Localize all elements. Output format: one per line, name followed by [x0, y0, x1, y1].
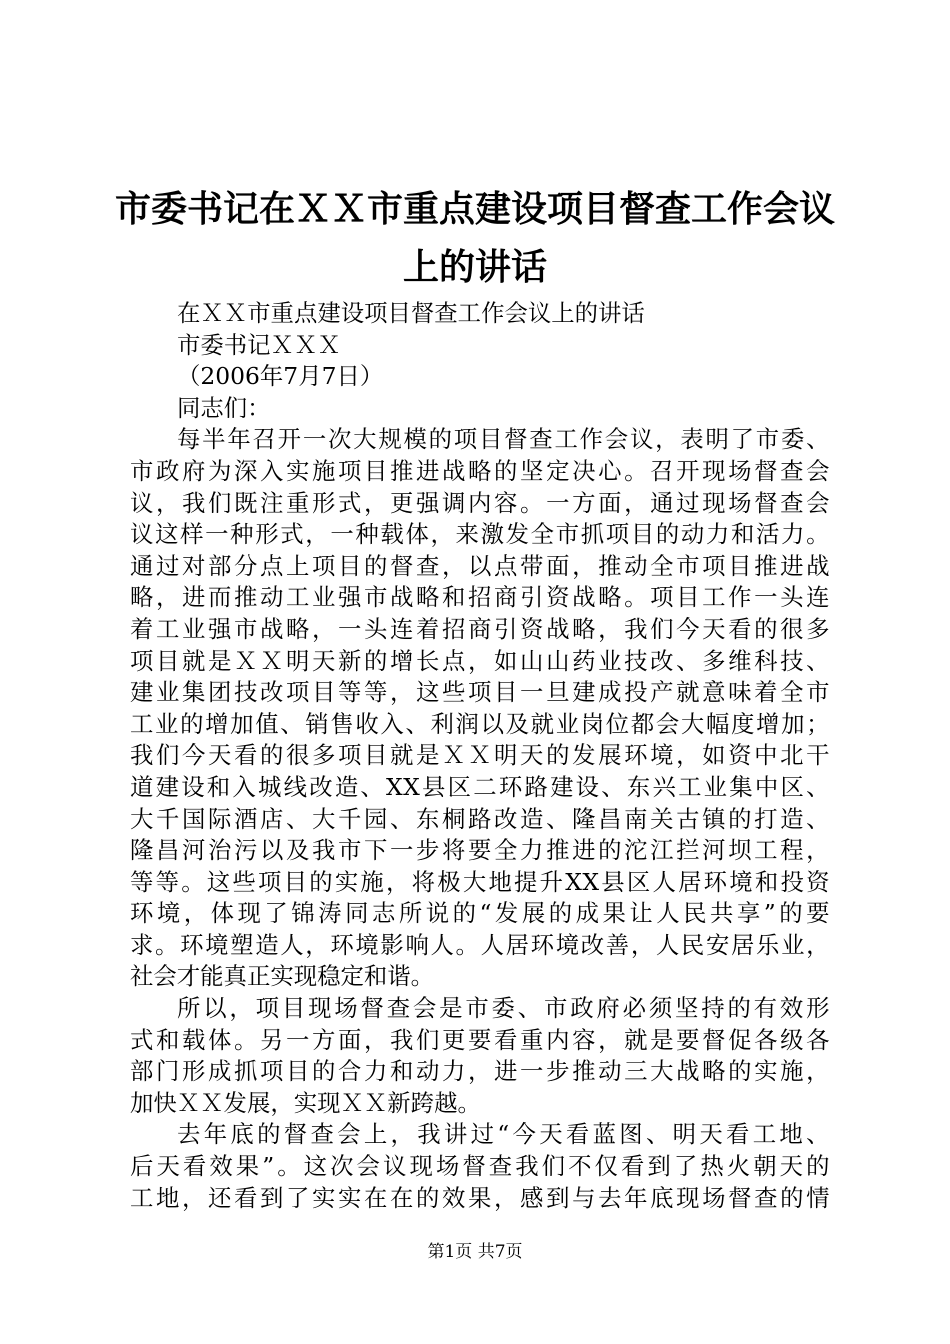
- paragraph-line: 我们今天看的很多项目就是ＸＸ明天的发展环境，如资中北干: [130, 741, 830, 770]
- paragraph-line: 环境，体现了锦涛同志所说的“发展的成果让人民共享”的要: [130, 899, 830, 928]
- paragraph-line: 议，我们既注重形式，更强调内容。一方面，通过现场督查会: [130, 488, 830, 517]
- paragraph-line: 大千国际酒店、大千园、东桐路改造、隆昌南关古镇的打造、: [130, 804, 830, 833]
- paragraph-line: 等等。这些项目的实施，将极大地提升XX县区人居环境和投资: [130, 867, 830, 896]
- paragraph-line: 社会才能真正实现稳定和谐。: [130, 962, 435, 991]
- paragraph-line: 式和载体。另一方面，我们更要看重内容，就是要督促各级各: [130, 1025, 830, 1054]
- paragraph-line: 着工业强市战略，一头连着招商引资战略，我们今天看的很多: [130, 614, 830, 643]
- paragraph-line: 工地，还看到了实实在在的效果，感到与去年底现场督查的情: [130, 1183, 830, 1212]
- paragraph-line: 建业集团技改项目等等，这些项目一旦建成投产就意味着全市: [130, 678, 830, 707]
- document-body: [130, 298, 830, 1214]
- paragraph-line: 每半年召开一次大规模的项目督查工作会议，表明了市委、: [177, 425, 830, 454]
- page-footer: 第1页 共7页: [427, 1242, 523, 1262]
- salutation: 同志们：: [177, 393, 271, 422]
- paragraph-line: 部门形成抓项目的合力和动力，进一步推动三大战略的实施，: [130, 1057, 830, 1086]
- paragraph-line: 求。环境塑造人，环境影响人。人居环境改善，人民安居乐业，: [130, 930, 830, 959]
- paragraph-line: 项目就是ＸＸ明天新的增长点，如山山药业技改、多维科技、: [130, 646, 830, 675]
- paragraph-line: 所以，项目现场督查会是市委、市政府必须坚持的有效形: [177, 994, 830, 1023]
- paragraph-line: 市政府为深入实施项目推进战略的坚定决心。召开现场督查会: [130, 456, 830, 485]
- paragraph-line: 议这样一种形式，一种载体，来激发全市抓项目的动力和活力。: [130, 520, 830, 549]
- paragraph-line: 加快ＸＸ发展，实现ＸＸ新跨越。: [130, 1088, 481, 1117]
- speaker-line: 市委书记ＸＸＸ: [177, 330, 341, 359]
- date-line: （2006年7月7日）: [177, 362, 384, 391]
- document-title-line-1: 市委书记在ＸＸ市重点建设项目督查工作会议: [114, 189, 835, 230]
- document-title-line-2: 上的讲话: [402, 247, 547, 288]
- speech-heading: 在ＸＸ市重点建设项目督查工作会议上的讲话: [177, 299, 645, 327]
- paragraph-line: 道建设和入城线改造、XX县区二环路建设、东兴工业集中区、: [130, 772, 830, 801]
- paragraph-line: 隆昌河治污以及我市下一步将要全力推进的沱江拦河坝工程，: [130, 836, 830, 865]
- paragraph-line: 略，进而推动工业强市战略和招商引资战略。项目工作一头连: [130, 583, 830, 612]
- paragraph-line: 通过对部分点上项目的督查，以点带面，推动全市项目推进战: [130, 551, 830, 580]
- paragraph-line: 工业的增加值、销售收入、利润以及就业岗位都会大幅度增加；: [130, 709, 830, 738]
- paragraph-line: 去年底的督查会上，我讲过“今天看蓝图、明天看工地、: [177, 1120, 830, 1149]
- paragraph-line: 后天看效果”。这次会议现场督查我们不仅看到了热火朝天的: [130, 1152, 830, 1181]
